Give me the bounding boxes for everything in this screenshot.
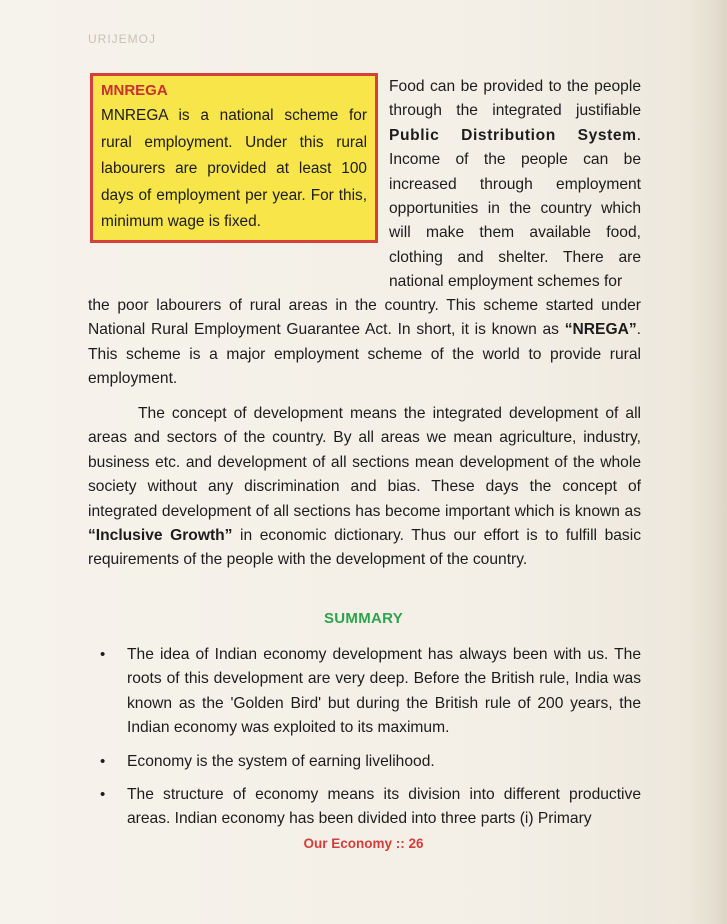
intro-text-4: . This scheme is a major employment scheme of the world to provide rural employment.	[88, 321, 641, 388]
page-edge-shadow	[689, 0, 727, 924]
page-footer: Our Economy :: 26	[303, 836, 424, 851]
intro-text-1: Food can be provided to the people through the integrated justifiable	[389, 78, 641, 120]
intro-paragraph-top	[389, 75, 641, 295]
development-text-2: in economic dictionary. Thus our effort is to fulfill basic requirements of the people with the development of the country.	[88, 527, 641, 569]
list-item: • Economy is the system of earning livelihood.	[100, 750, 641, 774]
summary-list	[100, 643, 641, 841]
summary-heading: SUMMARY	[323, 610, 404, 627]
list-item: • The idea of Indian economy development has always been with us. The roots of this development are very deep. Before the British rule, India was known as the 'Golden Bird' but during the British rule of 200 years, the Indian economy was exploited to its maximum.	[100, 643, 641, 741]
pds-term: Public Distribution System	[389, 126, 637, 144]
inclusive-growth-term: “Inclusive Growth”	[88, 527, 233, 545]
intro-text-3: the poor labourers of rural areas in the country. This scheme started under National Rural Employment Guarantee Act. In short, it is known as	[88, 297, 641, 339]
development-paragraph	[88, 402, 641, 573]
mnrega-info-box	[90, 73, 378, 243]
bullet-icon: •	[100, 786, 106, 804]
intro-text-2: . Income of the people can be increased through employment opportunities in the country which will make them available food, clothing and shelter. There are national employment schemes for	[389, 126, 641, 291]
faded-header-text: URIJEMOJ	[88, 32, 156, 46]
nrega-term: “NREGA”	[564, 321, 637, 339]
bullet-icon: •	[100, 752, 106, 770]
info-box-body: MNREGA is a national scheme for rural employment. Under this rural labourers are provided at least 100 days of employment per year. For this, minimum wage is fixed.	[101, 107, 367, 230]
info-box-title: MNREGA	[101, 82, 168, 99]
list-item: • The structure of economy means its division into different productive areas. Indian economy has been divided into three parts (i) Primary	[100, 783, 641, 832]
development-text-1: The concept of development means the integrated development of all areas and sectors of the country. By all areas we mean agriculture, industry, business etc. and development of all sections mean development of the whole society without any discrimination and bias. These days the concept of integrated development of all sections has become important which is known as	[88, 405, 641, 520]
intro-paragraph-bottom	[88, 294, 641, 392]
bullet-icon: •	[100, 646, 106, 663]
